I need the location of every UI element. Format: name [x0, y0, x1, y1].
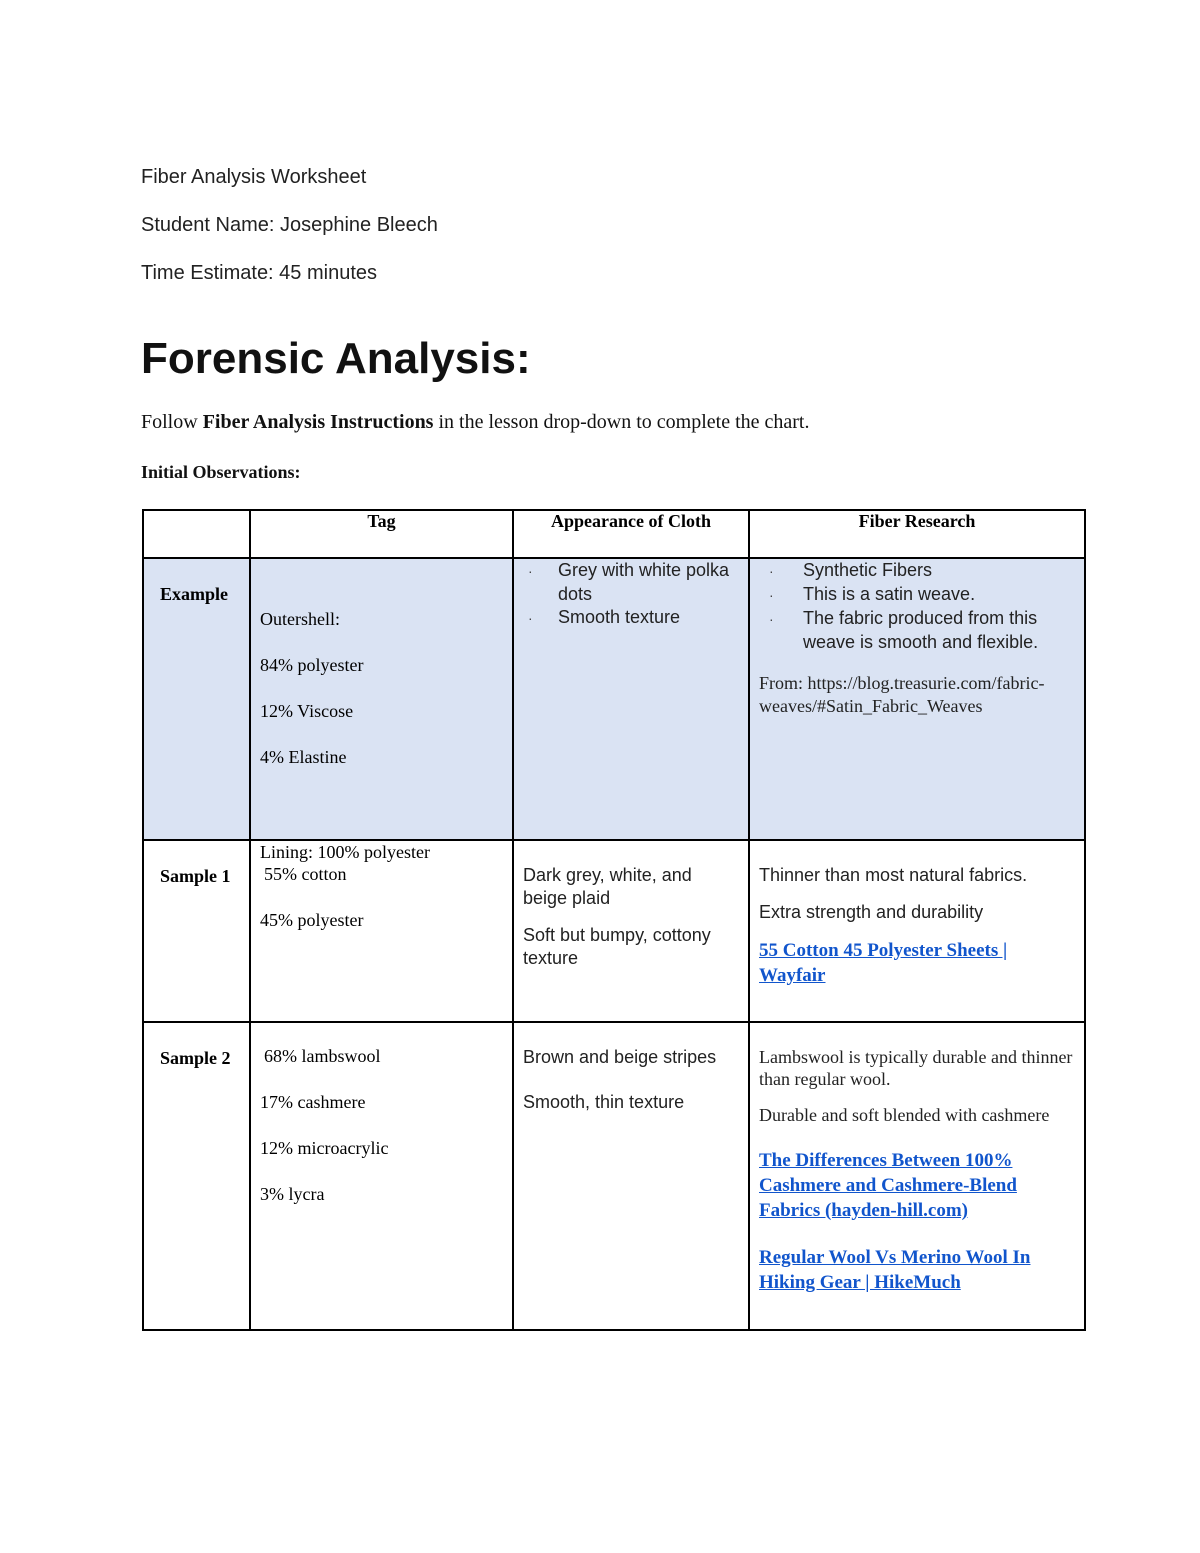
instructions-suffix: in the lesson drop-down to complete the chart.	[433, 411, 810, 433]
sample2-tag-line: 17% cashmere	[260, 1092, 366, 1112]
time-estimate: Time Estimate: 45 minutes	[141, 262, 378, 284]
sample1-research-link[interactable]: 55 Cotton 45 Polyester Sheets | Wayfair	[759, 940, 1008, 986]
fiber-table	[142, 509, 1086, 1331]
worksheet-title: Fiber Analysis Worksheet	[141, 166, 367, 188]
sample2-tag-line: 3% lycra	[260, 1184, 325, 1204]
example-tag-line: 84% polyester	[260, 655, 364, 675]
header-cell-appearance: Appearance of Cloth	[513, 510, 749, 558]
bullet-icon: ·	[769, 563, 774, 579]
sample1-research-line: Extra strength and durability	[759, 902, 984, 922]
sample1-tag-cell	[250, 840, 513, 1022]
bullet-icon: ·	[528, 610, 533, 626]
initial-observations-heading: Initial Observations:	[141, 462, 301, 482]
bullet-icon: ·	[528, 563, 533, 579]
table-row-sample2	[143, 1022, 1085, 1330]
student-name: Student Name: Josephine Bleech	[141, 214, 438, 236]
example-appearance-bullet: · Grey with white polka dots	[528, 560, 730, 604]
sample2-research-line: Lambswool is typically durable and thinner than regular wool.	[759, 1047, 1073, 1089]
example-research-bullet: · The fabric produced from this weave is smooth and flexible.	[769, 608, 1039, 652]
example-tag-lining: Lining: 100% polyester	[260, 842, 430, 862]
sample1-research-cell	[749, 840, 1085, 1022]
example-appearance-cell	[513, 558, 749, 840]
sample2-tag-line: 68% lambswool	[264, 1046, 381, 1066]
table-header-row	[143, 510, 1085, 558]
table-row-example	[143, 558, 1085, 840]
example-research-bullet: · This is a satin weave.	[759, 583, 1076, 607]
sample2-research-line: Durable and soft blended with cashmere	[759, 1105, 1050, 1125]
sample2-appearance-cell	[513, 1022, 749, 1330]
bullet-icon: ·	[769, 587, 774, 603]
sample1-tag-line: 45% polyester	[260, 910, 364, 930]
sample2-appearance-line: Brown and beige stripes	[523, 1047, 717, 1067]
table-row-sample1	[143, 840, 1085, 1022]
header-cell-tag: Tag	[250, 510, 513, 558]
example-appearance-bullet: · Smooth texture	[523, 606, 740, 630]
header-cell-research: Fiber Research	[749, 510, 1085, 558]
example-research-source: From: https://blog.treasurie.com/fabric-weaves/#Satin_Fabric_Weaves	[759, 673, 1045, 716]
page-title: Forensic Analysis:	[141, 334, 531, 383]
bullet-icon: ·	[769, 611, 774, 627]
instructions-prefix: Follow	[141, 411, 203, 433]
sample2-research-link-wool[interactable]: Regular Wool Vs Merino Wool In Hiking Gear | HikeMuch	[759, 1247, 1031, 1293]
example-tag-line: 12% Viscose	[260, 701, 354, 721]
row-label-sample1: Sample 1	[143, 840, 250, 1022]
sample2-tag-cell	[250, 1022, 513, 1330]
example-research-cell	[749, 558, 1085, 840]
sample1-tag-line: 55% cotton	[264, 864, 347, 884]
sample2-appearance-line: Smooth, thin texture	[523, 1092, 685, 1112]
sample1-appearance-line: Dark grey, white, and beige plaid	[523, 865, 692, 908]
header-cell-empty	[143, 510, 250, 558]
example-tag-line: 4% Elastine	[260, 747, 347, 767]
instructions-line	[141, 411, 809, 434]
sample2-tag-line: 12% microacrylic	[260, 1138, 389, 1158]
example-tag-cell	[250, 558, 513, 862]
sample1-appearance-line: Soft but bumpy, cottony texture	[523, 925, 711, 968]
sample2-research-cell	[749, 1022, 1085, 1330]
example-tag-line: Outershell:	[260, 609, 340, 629]
row-label-example: Example	[143, 558, 250, 840]
sample1-research-line: Thinner than most natural fabrics.	[759, 865, 1028, 885]
sample2-research-link-cashmere[interactable]: The Differences Between 100% Cashmere and Cashmere-Blend Fabrics (hayden-hill.com)	[759, 1150, 1017, 1221]
instructions-bold: Fiber Analysis Instructions	[202, 411, 434, 433]
row-label-sample2: Sample 2	[143, 1022, 250, 1330]
sample1-appearance-cell	[513, 840, 749, 1022]
example-research-bullet: · Synthetic Fibers	[759, 559, 1076, 583]
